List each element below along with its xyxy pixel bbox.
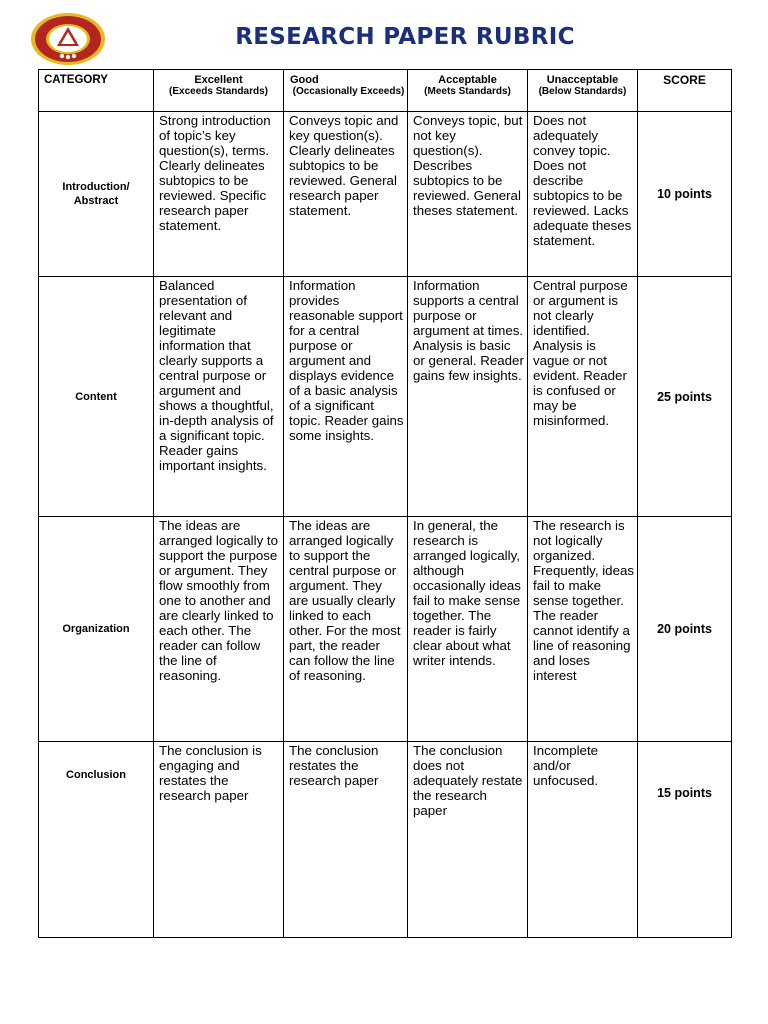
- header-good: [284, 70, 408, 112]
- row-category: Conclusion: [39, 742, 154, 938]
- header-unacceptable-sub: (Below Standards): [538, 86, 627, 97]
- header-unacceptable: [528, 70, 638, 112]
- header-good-sub: (Occasionally Exceeds): [292, 86, 405, 97]
- row-category: Organization: [39, 517, 154, 742]
- cell-acceptable: In general, the research is arranged logically, although occasionally ideas fail to make sense together. The reader is fairly clear about what writer intends.: [408, 517, 528, 742]
- header-good-label: Good: [290, 74, 319, 86]
- table-row: [39, 742, 732, 938]
- score-value: 20 points: [638, 517, 732, 742]
- cell-excellent: Balanced presentation of relevant and legitimate information that clearly supports a central purpose or argument and shows a thoughtful, in-depth analysis of a significant topic. Reader gains important insights.: [154, 277, 284, 517]
- cell-excellent: The conclusion is engaging and restates the research paper: [154, 742, 284, 938]
- row-category: Content: [39, 277, 154, 517]
- cell-unacceptable: Central purpose or argument is not clearly identified. Analysis is vague or not evident. Reader is confused or may be misinformed.: [528, 277, 638, 517]
- cell-good: The ideas are arranged logically to support the central purpose or argument. They are usually clearly linked to each other. For the most part, the reader can follow the line of reasoning.: [284, 517, 408, 742]
- header-excellent-label: Excellent: [194, 74, 243, 86]
- cell-acceptable: Information supports a central purpose or argument at times. Analysis is basic or general. Reader gains few insights.: [408, 277, 528, 517]
- cell-good: The conclusion restates the research paper: [284, 742, 408, 938]
- cell-acceptable: Conveys topic, but not key question(s). Describes subtopics to be reviewed. General theses statement.: [408, 112, 528, 277]
- header-row: [39, 70, 732, 112]
- header-score: SCORE: [638, 70, 732, 112]
- header-acceptable-sub: (Meets Standards): [424, 86, 511, 97]
- header-acceptable-label: Acceptable: [438, 74, 497, 86]
- cell-unacceptable: The research is not logically organized. Frequently, ideas fail to make sense together. The reader cannot identify a line of reasoning and loses interest: [528, 517, 638, 742]
- cell-unacceptable: Incomplete and/or unfocused.: [528, 742, 638, 938]
- cell-excellent: Strong introduction of topic’s key question(s), terms. Clearly delineates subtopics to be reviewed. Specific research paper statement.: [154, 112, 284, 277]
- header-acceptable: [408, 70, 528, 112]
- table-row: [39, 112, 732, 277]
- page-title: RESEARCH PAPER RUBRIC: [235, 24, 575, 50]
- header-excellent: [154, 70, 284, 112]
- score-value: 15 points: [638, 742, 732, 938]
- cell-acceptable: The conclusion does not adequately restate the research paper: [408, 742, 528, 938]
- header-unacceptable-label: Unacceptable: [546, 74, 619, 86]
- row-category: Introduction/ Abstract: [39, 112, 154, 277]
- cell-unacceptable: Does not adequately convey topic. Does not describe subtopics to be reviewed. Lacks adequate theses statement.: [528, 112, 638, 277]
- header-excellent-sub: (Exceeds Standards): [169, 86, 268, 97]
- table-row: [39, 277, 732, 517]
- cell-good: Conveys topic and key question(s). Clearly delineates subtopics to be reviewed. General research paper statement.: [284, 112, 408, 277]
- table-row: [39, 517, 732, 742]
- score-value: 25 points: [638, 277, 732, 517]
- header-category: CATEGORY: [39, 70, 154, 112]
- rubric-table: [38, 69, 732, 938]
- score-value: 10 points: [638, 112, 732, 277]
- cell-excellent: The ideas are arranged logically to support the purpose or argument. They flow smoothly from one to another and are clearly linked to each other. The reader can follow the line of reasoning.: [154, 517, 284, 742]
- cell-good: Information provides reasonable support for a central purpose or argument and displays evidence of a basic analysis of a significant topic. Reader gains some insights.: [284, 277, 408, 517]
